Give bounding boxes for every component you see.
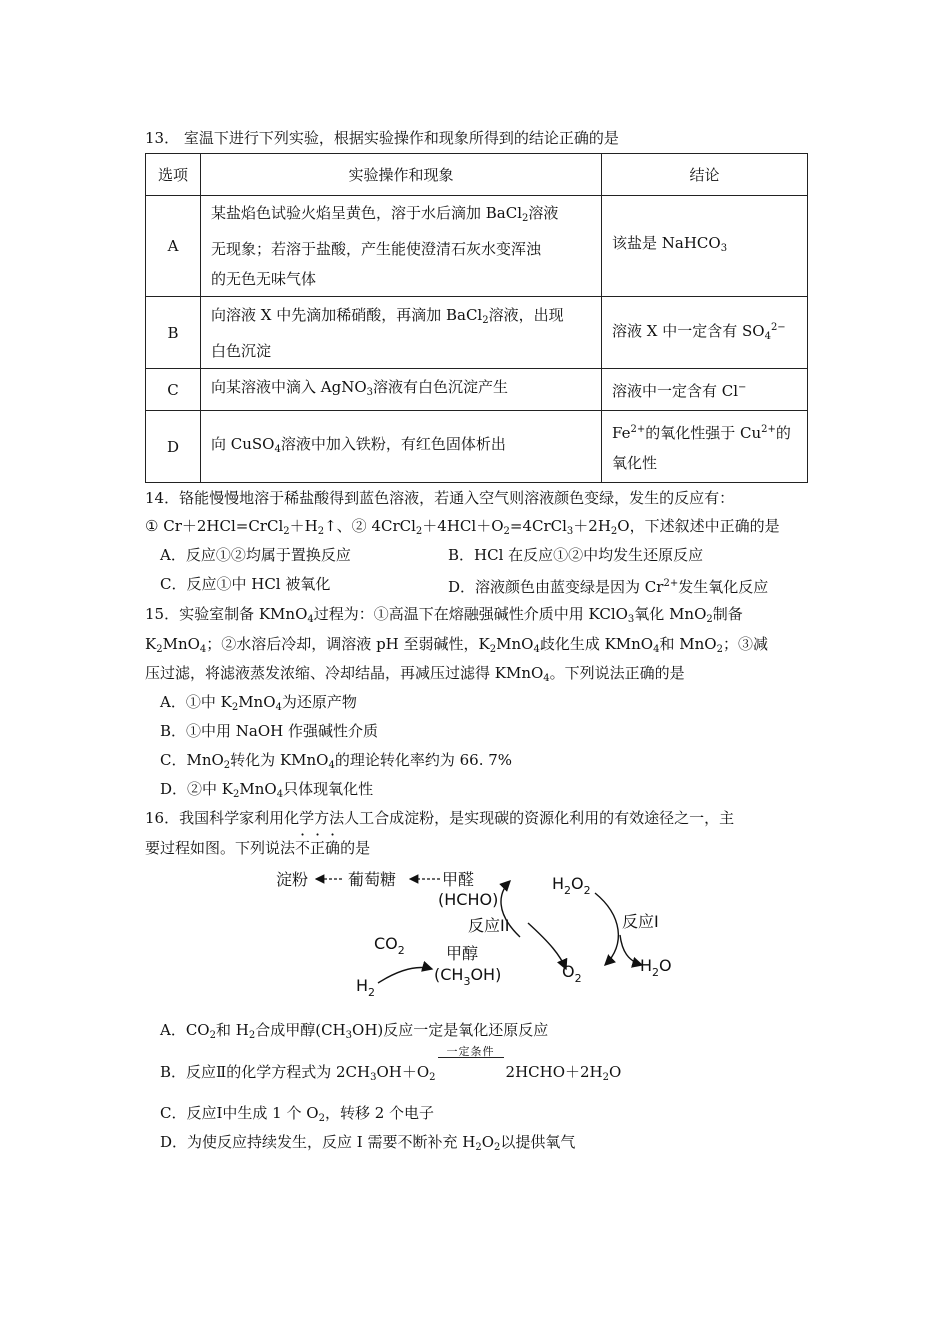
reaction-condition: 一定条件 bbox=[438, 1062, 504, 1082]
q16-option-a: A．$CO_2$和 $H_2$合成甲醇$(CH_3OH)$反应一定是氧化还原反应 bbox=[160, 1021, 549, 1041]
q16-option-d: D．为使反应持续发生，反应 Ⅰ 需要不断补充 $H_2O_2$以提供氧气 bbox=[160, 1133, 576, 1153]
q14-option-c: C．反应①中 HCl 被氧化 bbox=[160, 575, 331, 593]
header-option: 选项 bbox=[146, 154, 201, 196]
header-operation: 实验操作和现象 bbox=[201, 154, 602, 196]
water-label: $H_2O$ bbox=[640, 956, 672, 979]
arrow-reaction1-to-water bbox=[620, 935, 642, 965]
table-header-row bbox=[146, 154, 808, 196]
table-row bbox=[146, 411, 808, 483]
row-conclusion: 溶液中一定含有 Cl− bbox=[602, 369, 808, 411]
ch3oh-label: $(CH_3OH)$ bbox=[434, 965, 502, 988]
q14-option-a: A．反应①②均属于置换反应 bbox=[160, 546, 351, 564]
q15-option-c: C．MnO$_2$转化为 KMnO$_4$的理论转化率约为 66. 7% bbox=[160, 751, 513, 771]
h2o2-label: $H_2O_2$ bbox=[552, 874, 591, 897]
table-row bbox=[146, 196, 808, 297]
q15-option-d: D．②中 $K_2MnO_4$只体现氧化性 bbox=[160, 780, 374, 800]
q14-option-d: D．溶液颜色由蓝变绿是因为 $Cr^{2+}$发生氧化反应 bbox=[448, 578, 769, 596]
q13-stem: 13． 室温下进行下列实验，根据实验操作和现象所得到的结论正确的是 bbox=[145, 129, 619, 147]
row-operation: 某盐焰色试验火焰呈黄色，溶于水后滴加 BaCl$_2$溶液 无现象；若溶于盐酸，产生能使澄清石灰水变浑浊 的无色无味气体 bbox=[201, 196, 602, 297]
q14-option-b: B．HCl 在反应①②中均发生还原反应 bbox=[448, 546, 704, 564]
q16-option-c: C．反应Ⅰ中生成 1 个 $O_2$，转移 2 个电子 bbox=[160, 1104, 435, 1124]
starch-label: 淀粉 bbox=[276, 870, 309, 889]
q16-stem-line1: 16．我国科学家利用化学方法人工合成淀粉，是实现碳的资源化利用的有效途径之一，主 bbox=[145, 809, 735, 827]
row-label: B bbox=[146, 297, 201, 369]
header-conclusion: 结论 bbox=[602, 154, 808, 196]
q16-option-b: B．反应Ⅱ的化学方程式为 $2CH_3OH+O_2$ 一定条件 $2HCHO+2H_2O$ bbox=[160, 1045, 622, 1083]
methanol-label: 甲醇 bbox=[446, 944, 479, 963]
row-conclusion: 该盐是 NaHCO$_3$ bbox=[602, 196, 808, 297]
row-label: C bbox=[146, 369, 201, 411]
table-row bbox=[146, 297, 808, 369]
q13-table bbox=[145, 153, 808, 483]
formaldehyde-label: 甲醛 bbox=[442, 870, 475, 889]
hcho-label: (HCHO) bbox=[438, 890, 499, 909]
q16-stem-line2: 要过程如图。下列说法不正确的是 bbox=[145, 839, 371, 857]
q15-stem-line2: $K_2MnO_4$；②水溶后冷却，调溶液 pH 至弱碱性，$K_2MnO_4$歧化生成 KMnO$_4$和 MnO$_2$；③减 bbox=[145, 635, 768, 655]
co2-label: $CO_2$ bbox=[374, 934, 405, 957]
emphasis-char: 确 bbox=[325, 839, 341, 857]
reaction1-label: 反应I bbox=[622, 912, 659, 931]
q14-stem-line2: ① $Cr+2HCl=CrCl_2+H_2↑$、② $4CrCl_2+4HCl+O_2=4CrCl_3+2H_2O$，下述叙述中正确的是 bbox=[145, 517, 780, 537]
starch-synthesis-diagram bbox=[270, 865, 690, 1005]
arrow-reaction2-to-o2 bbox=[528, 923, 566, 969]
emphasis-char: 不 bbox=[295, 839, 311, 857]
arrow-h2o2-to-o2 bbox=[595, 893, 618, 965]
row-label: A bbox=[146, 196, 201, 297]
q15-stem-line1: 15．实验室制备 KMnO$_4$过程为：①高温下在熔融强碱性介质中用 KClO$_3$氧化 MnO$_2$制备 bbox=[145, 605, 743, 625]
row-conclusion: $Fe^{2+}$的氧化性强于 $Cu^{2+}$的 氧化性 bbox=[602, 411, 808, 483]
table-row bbox=[146, 369, 808, 411]
h2-label: $H_2$ bbox=[356, 976, 376, 999]
q15-stem-line3: 压过滤，将滤液蒸发浓缩、冷却结晶，再减压过滤得 KMnO$_4$。下列说法正确的是 bbox=[145, 664, 685, 684]
glucose-label: 葡萄糖 bbox=[348, 870, 397, 889]
arrow-co2-h2-to-methanol bbox=[378, 968, 432, 983]
q15-option-a: A．①中 $K_2MnO_4$为还原产物 bbox=[160, 693, 357, 713]
row-operation: 向某溶液中滴入 AgNO$_3$溶液有白色沉淀产生 bbox=[201, 369, 602, 411]
q14-stem-line1: 14．铬能慢慢地溶于稀盐酸得到蓝色溶液，若通入空气则溶液颜色变绿，发生的反应有： bbox=[145, 489, 735, 507]
q15-option-b: B．①中用 NaOH 作强碱性介质 bbox=[160, 722, 379, 740]
row-operation: 向溶液 X 中先滴加稀硝酸，再滴加 BaCl$_2$溶液，出现 白色沉淀 bbox=[201, 297, 602, 369]
reaction2-label: 反应II bbox=[468, 916, 510, 935]
emphasis-char: 正 bbox=[310, 839, 326, 857]
row-label: D bbox=[146, 411, 201, 483]
row-operation: 向 CuSO$_4$溶液中加入铁粉，有红色固体析出 bbox=[201, 411, 602, 483]
row-conclusion: 溶液 X 中一定含有 $SO_4^{2-}$ bbox=[602, 297, 808, 369]
o2-label: $O_2$ bbox=[562, 962, 582, 985]
